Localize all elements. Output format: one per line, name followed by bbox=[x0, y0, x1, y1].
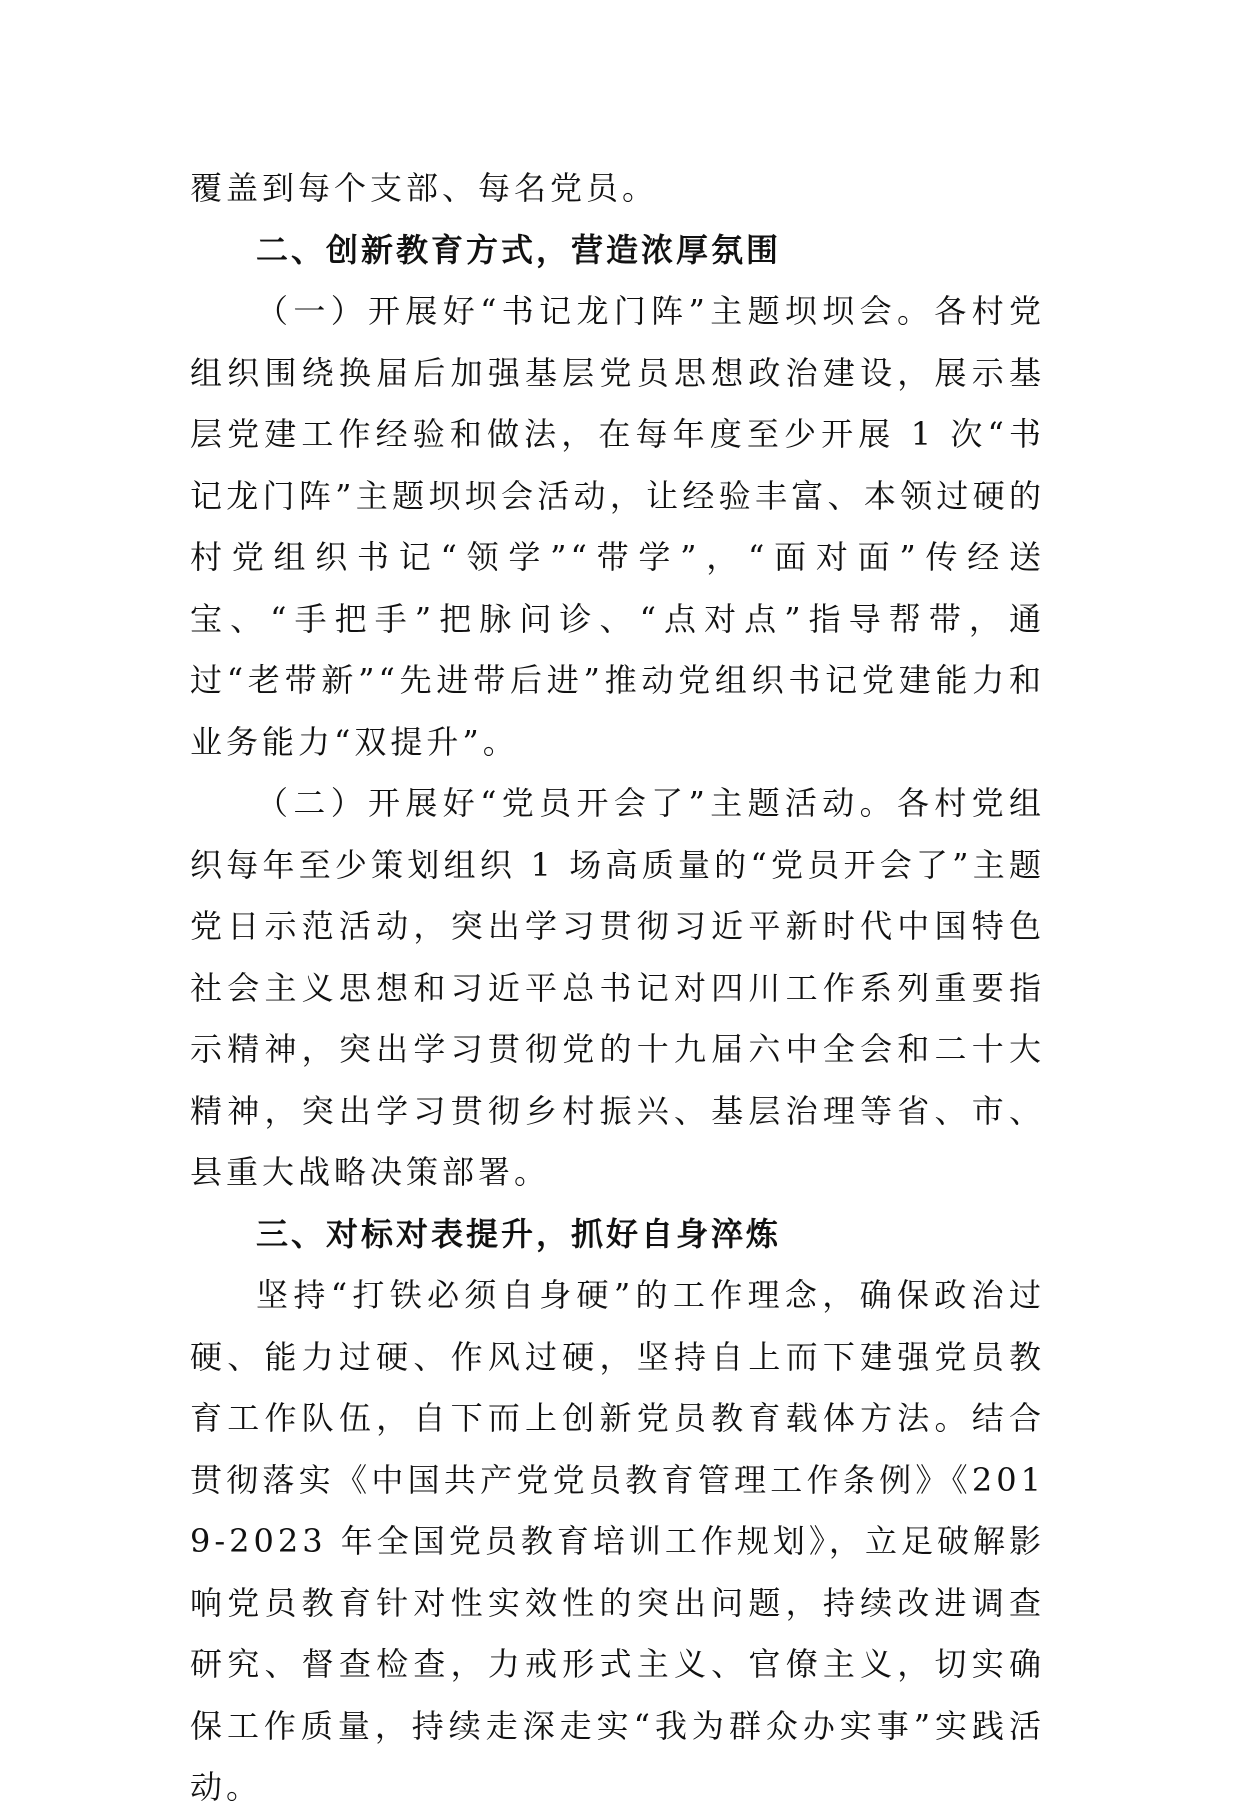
body-paragraph-continuation: 覆盖到每个支部、每名党员。 bbox=[190, 169, 659, 207]
body-paragraph-2-2: （二）开展好“党员开会了”主题活动。各村党组织每年至少策划组织 1 场高质量的“党员开会了”主题党日示范活动，突出学习贯彻习近平新时代中国特色社会主义思想和习近平总书记对四川工作系列重要指示精神，突出学习贯彻党的十九届六中全会和二十大精神，突出学习贯彻乡村振兴、基层治理等省、市、县重大战略决策部署。 bbox=[190, 784, 1045, 1191]
section-heading-2: 二、创新教育方式，营造浓厚氛围 bbox=[256, 230, 782, 269]
body-paragraph-3: 坚持“打铁必须自身硬”的工作理念，确保政治过硬、能力过硬、作风过硬，坚持自上而下建强党员教育工作队伍，自下而上创新党员教育载体方法。结合贯彻落实《中国共产党党员教育管理工作条例》《2019-2023 年全国党员教育培训工作规划》，立足破解影响党员教育针对性实效性的突出问题，持续改进调查研究、督查检查，力戒形式主义、官僚主义，切实确保工作质量，持续走深走实“我为群众办实事”实践活动。 bbox=[190, 1276, 1045, 1806]
section-heading-3: 三、对标对表提升，抓好自身淬炼 bbox=[256, 1214, 782, 1253]
body-paragraph-2-1: （一）开展好“书记龙门阵”主题坝坝会。各村党组织围绕换届后加强基层党员思想政治建设，展示基层党建工作经验和做法，在每年度至少开展 1 次“书记龙门阵”主题坝坝会活动，让经验丰富、本领过硬的村党组织书记“领学”“带学”，“面对面”传经送宝、“手把手”把脉问诊、“点对点”指导帮带，通过“老带新”“先进带后进”推动党组织书记党建能力和业务能力“双提升”。 bbox=[190, 292, 1045, 761]
